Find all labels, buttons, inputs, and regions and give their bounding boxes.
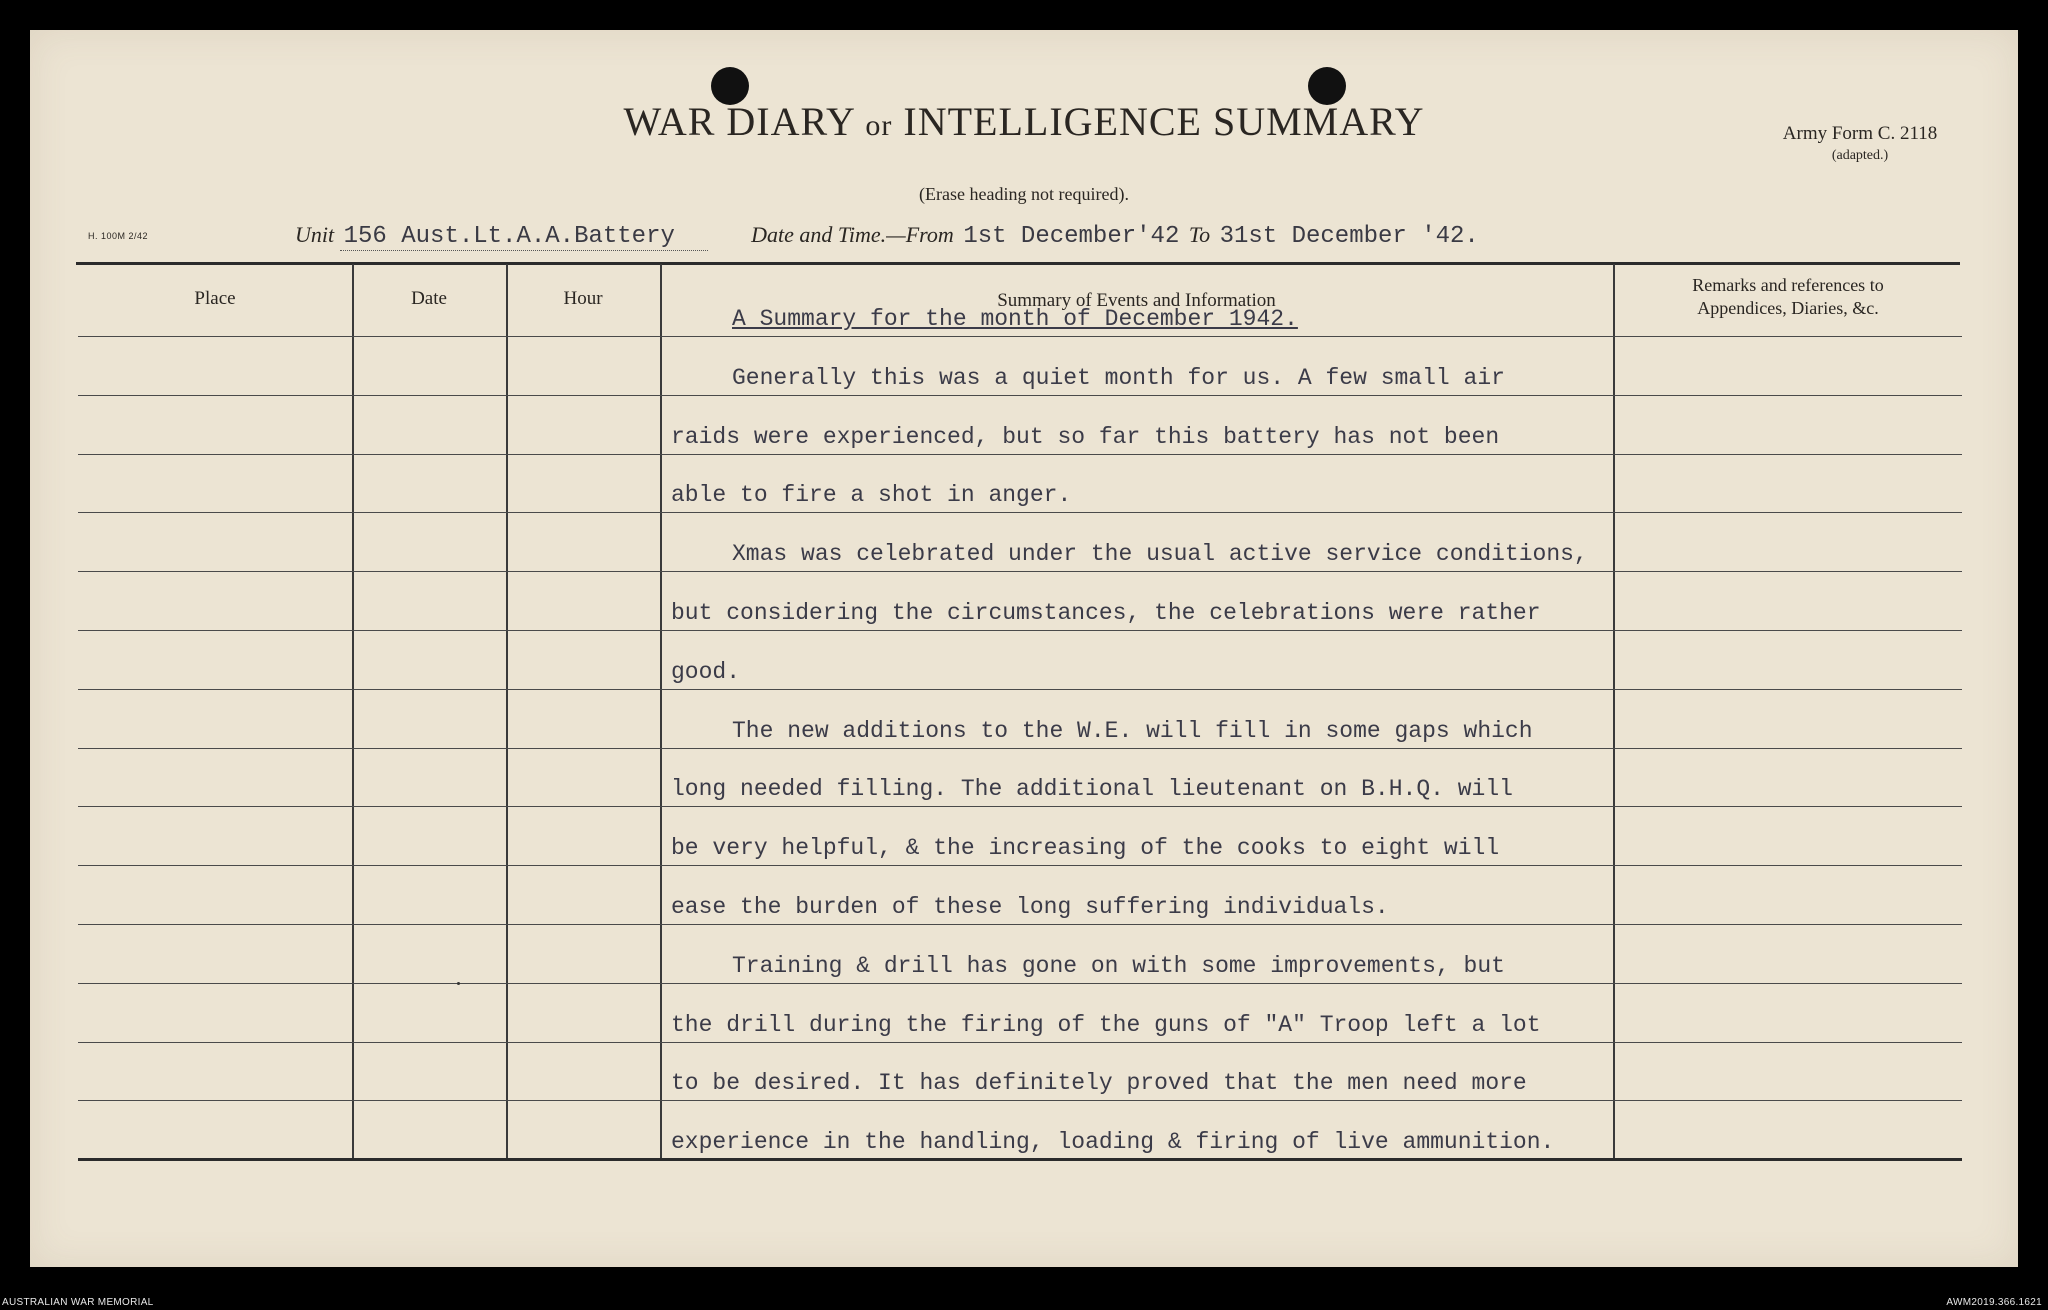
ruled-line <box>78 512 1962 513</box>
table-top-rule <box>76 262 1960 265</box>
summary-line: ease the burden of these long suffering individuals. <box>671 894 1389 920</box>
army-form-number <box>1740 122 1980 165</box>
title-or: or <box>865 109 893 142</box>
summary-line: but considering the circumstances, the celebrations were rather <box>671 600 1541 626</box>
unit-label: Unit <box>295 222 335 247</box>
summary-line: able to fire a shot in anger. <box>671 482 1072 508</box>
ruled-line <box>78 1042 1962 1043</box>
ink-mark <box>457 982 460 985</box>
column-header-remarks <box>1613 274 1963 319</box>
ruled-line <box>78 571 1962 572</box>
ruled-line <box>78 454 1962 455</box>
army-form-note: (adapted.) <box>1831 147 1889 163</box>
footer-accession-number: AWM2019.366.1621 <box>1946 1297 2042 1308</box>
ruled-line <box>78 1100 1962 1101</box>
column-divider <box>660 264 662 1158</box>
column-header-date: Date <box>411 288 447 309</box>
footer-institution: AUSTRALIAN WAR MEMORIAL <box>2 1297 154 1308</box>
summary-line: long needed filling. The additional lieutenant on B.H.Q. will <box>671 776 1513 802</box>
summary-line: Training & drill has gone on with some improvements, but <box>732 953 1505 979</box>
ruled-line <box>78 689 1962 690</box>
column-divider <box>352 264 354 1158</box>
title-war-diary: WAR DIARY <box>623 99 855 144</box>
summary-line: be very helpful, & the increasing of the cooks to eight will <box>671 835 1500 861</box>
summary-line: raids were experienced, but so far this battery has not been <box>671 424 1500 450</box>
ruled-line <box>78 806 1962 807</box>
ruled-line <box>78 983 1962 984</box>
to-label: To <box>1188 222 1211 247</box>
summary-line: Generally this was a quiet month for us. A few small air <box>732 365 1505 391</box>
title-intelligence-summary: INTELLIGENCE SUMMARY <box>903 99 1425 144</box>
summary-line: Xmas was celebrated under the usual active service conditions, <box>732 541 1588 567</box>
date-time-label: Date and Time.—From <box>751 222 954 247</box>
ruled-line <box>78 395 1962 396</box>
unit-field: 156 Aust.Lt.A.A.Battery <box>340 223 708 251</box>
summary-line: good. <box>671 659 741 685</box>
column-header-summary: Summary of Events and Information <box>997 290 1276 311</box>
ruled-line <box>78 630 1962 631</box>
ruled-line <box>78 748 1962 749</box>
column-divider <box>506 264 508 1158</box>
ruled-line <box>78 924 1962 925</box>
summary-heading: A Summary for the month of December 1942. <box>732 306 1298 332</box>
summary-line: The new additions to the W.E. will fill in some gaps which <box>732 718 1533 744</box>
column-divider <box>1613 264 1615 1158</box>
summary-line: to be desired. It has definitely proved that the men need more <box>671 1070 1527 1096</box>
summary-line: experience in the handling, loading & firing of live ammunition. <box>671 1129 1555 1155</box>
remarks-header-line1: Remarks and references to <box>1692 275 1884 295</box>
table-bottom-rule <box>78 1158 1962 1161</box>
form-subtitle: (Erase heading not required). <box>919 184 1129 204</box>
summary-line: the drill during the firing of the guns of "A" Troop left a lot <box>671 1012 1541 1038</box>
ruled-line <box>78 336 1962 337</box>
unit-date-line <box>295 222 1483 251</box>
ruled-line <box>78 865 1962 866</box>
column-header-hour: Hour <box>563 288 603 309</box>
army-form-label: Army Form C. 2118 <box>1782 123 1938 144</box>
date-to-field: 31st December '42. <box>1219 223 1479 250</box>
remarks-header-line2: Appendices, Diaries, &c. <box>1697 297 1879 318</box>
column-header-place: Place <box>194 288 236 309</box>
print-code: H. 100M 2/42 <box>88 231 149 241</box>
date-from-field: 1st December'42 <box>963 223 1180 250</box>
